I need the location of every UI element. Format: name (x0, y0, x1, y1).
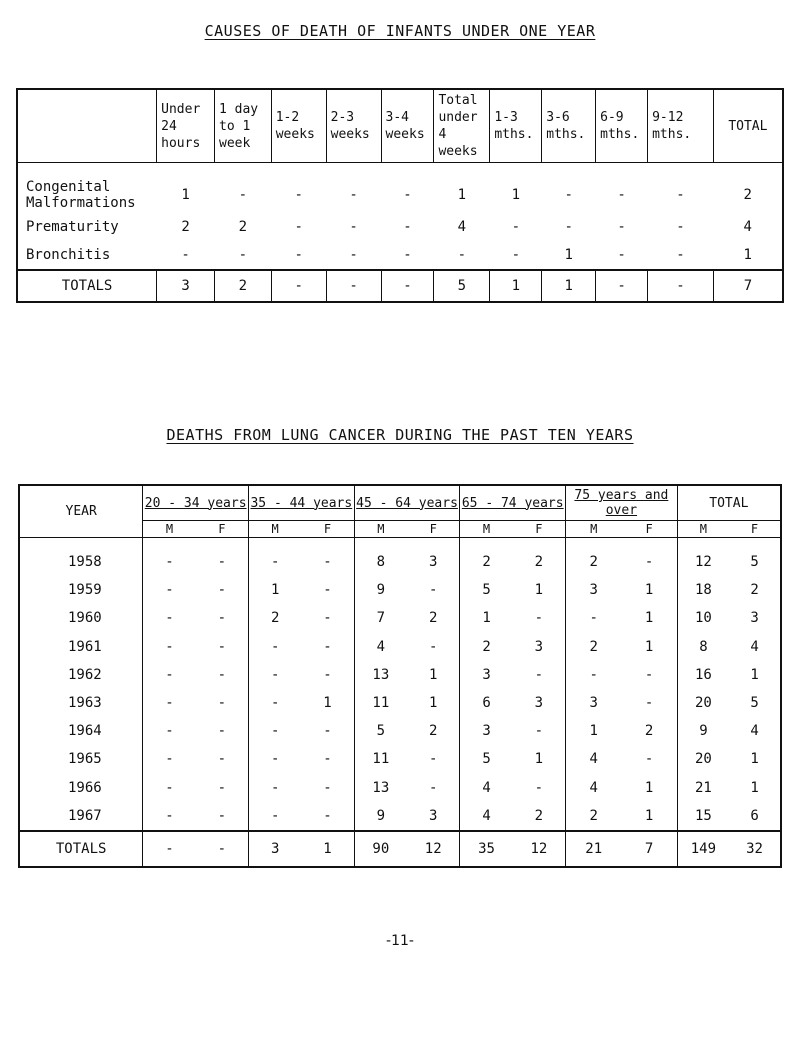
table-cell: 15 (677, 802, 729, 831)
column-header: TOTAL (713, 89, 783, 163)
table-cell: 1 (644, 610, 654, 627)
table-cell: - (217, 807, 227, 824)
table-cell: - (249, 538, 302, 577)
table-row (17, 163, 783, 214)
infant-deaths-title: CAUSES OF DEATH OF INFANTS UNDER ONE YEAR (204, 22, 596, 40)
table-cell: - (249, 633, 302, 661)
totals-cell: - (326, 270, 381, 302)
table-cell: - (143, 661, 196, 689)
column-header (17, 89, 157, 163)
table-cell: 4 (457, 219, 467, 235)
table-cell: - (349, 247, 358, 263)
table-cell: - (217, 582, 227, 599)
lung-cancer-title: DEATHS FROM LUNG CANCER DURING THE PAST TEN YEARS (166, 426, 634, 444)
table-cell: - (249, 802, 302, 831)
table-cell: - (217, 695, 227, 712)
table-cell: - (323, 751, 332, 768)
table-cell: - (143, 802, 196, 831)
table-cell: - (143, 774, 196, 802)
table-row (19, 633, 781, 661)
table-cell: - (617, 187, 626, 203)
table-cell: - (566, 661, 622, 689)
table-cell: 1 (428, 666, 438, 683)
table-cell: - (217, 554, 227, 571)
table-cell: 4 (354, 633, 407, 661)
table-cell: 2 (238, 219, 248, 235)
totals-cell: - (196, 831, 249, 867)
table-cell: 3 (566, 576, 622, 604)
table-cell: - (403, 247, 412, 263)
lung-cancer-table (18, 484, 782, 868)
table-cell: - (294, 219, 303, 235)
table-cell: - (644, 751, 654, 768)
table-cell: - (323, 779, 332, 796)
table-cell: 2 (428, 610, 438, 627)
table-cell: - (143, 576, 196, 604)
table-cell: 1 (534, 582, 544, 599)
column-header-group: 65 - 74 years (460, 485, 566, 521)
column-header: 3-4 weeks (381, 89, 434, 163)
column-header: 9-12 mths. (648, 89, 714, 163)
year-cell: 1965 (68, 751, 102, 768)
table-cell: - (143, 633, 196, 661)
table-cell: 2 (743, 187, 752, 203)
table-cell: - (617, 219, 626, 235)
table-cell: 12 (677, 538, 729, 577)
page-number: -11- (386, 933, 414, 949)
column-header-group: 35 - 44 years (249, 485, 355, 521)
table-cell: - (457, 247, 467, 263)
sex-header-m: M (460, 521, 513, 538)
table-cell: 1 (564, 247, 573, 263)
table-cell: 11 (354, 745, 407, 773)
totals-cell: 149 (677, 831, 729, 867)
column-header-group: 75 years and over (566, 485, 678, 521)
table-cell: 8 (677, 633, 729, 661)
table-cell: - (323, 638, 332, 655)
table-cell: - (534, 610, 544, 627)
totals-cell: - (143, 831, 196, 867)
table-cell: 6 (750, 807, 759, 824)
totals-cell: 1 (490, 270, 542, 302)
column-header: 1 day to 1 week (215, 89, 272, 163)
table-cell: - (143, 745, 196, 773)
table-cell: 13 (354, 774, 407, 802)
totals-cell: 32 (729, 831, 781, 867)
column-header: 2-3 weeks (326, 89, 381, 163)
table-cell: - (323, 723, 332, 740)
totals-cell: 7 (713, 270, 783, 302)
table-cell: 13 (354, 661, 407, 689)
table-cell: - (323, 554, 332, 571)
table-cell: 21 (677, 774, 729, 802)
table-cell: 3 (460, 661, 513, 689)
table-cell: - (217, 779, 227, 796)
table-row (19, 745, 781, 773)
table-cell: 9 (354, 802, 407, 831)
table-cell: 1 (743, 247, 752, 263)
table-cell: 5 (354, 717, 407, 745)
column-header: 3-6 mths. (542, 89, 596, 163)
table-cell: 1 (750, 666, 759, 683)
table-cell: - (428, 751, 438, 768)
table-cell: - (143, 538, 196, 577)
table-cell: 20 (677, 745, 729, 773)
totals-cell: 1 (542, 270, 596, 302)
totals-cell: 12 (407, 831, 460, 867)
year-cell: 1960 (68, 610, 102, 627)
totals-cell: 7 (621, 831, 677, 867)
table-cell: 2 (181, 219, 190, 235)
table-cell: 2 (428, 723, 438, 740)
table-row (19, 717, 781, 745)
table-cell: - (617, 247, 626, 263)
infant-deaths-table (16, 88, 784, 303)
column-header-group: 45 - 64 years (354, 485, 460, 521)
table-cell: - (403, 219, 412, 235)
table-cell: - (217, 751, 227, 768)
column-header: 1-3 mths. (490, 89, 542, 163)
table-cell: 2 (566, 633, 622, 661)
table-cell: - (428, 779, 438, 796)
table-cell: 5 (460, 745, 513, 773)
table-cell: - (644, 695, 654, 712)
year-cell: 1959 (68, 582, 102, 599)
table-cell: 2 (566, 802, 622, 831)
totals-cell: 2 (215, 270, 272, 302)
column-header-group: TOTAL (677, 485, 781, 521)
table-cell: 3 (750, 610, 759, 627)
column-header: Under 24 hours (157, 89, 215, 163)
sex-header-f: F (513, 521, 566, 538)
row-label: Congenital Malformations (26, 179, 136, 211)
totals-cell: 5 (434, 270, 490, 302)
table-cell: - (676, 187, 685, 203)
table-cell: 4 (460, 802, 513, 831)
table-cell: - (294, 187, 303, 203)
table-cell: - (217, 638, 227, 655)
table-cell: 4 (566, 745, 622, 773)
table-cell: - (534, 666, 544, 683)
table-header-row (19, 485, 781, 521)
table-cell: - (217, 723, 227, 740)
table-cell: - (323, 666, 332, 683)
totals-cell: - (271, 270, 326, 302)
table-cell: - (511, 247, 520, 263)
table-cell: 1 (511, 187, 520, 203)
table-cell: - (249, 774, 302, 802)
table-cell: 4 (750, 638, 759, 655)
totals-row (19, 831, 781, 867)
table-cell: 2 (750, 582, 759, 599)
column-header: 6-9 mths. (596, 89, 648, 163)
totals-cell: 1 (301, 831, 354, 867)
table-row (19, 774, 781, 802)
sex-header-f: F (301, 521, 354, 538)
table-cell: 10 (677, 604, 729, 632)
table-cell: - (566, 604, 622, 632)
sex-header-f: F (407, 521, 460, 538)
totals-cell: 3 (157, 270, 215, 302)
table-cell: - (143, 604, 196, 632)
table-cell: 1 (644, 638, 654, 655)
table-cell: 1 (644, 582, 654, 599)
table-cell: 2 (249, 604, 302, 632)
table-cell: - (249, 745, 302, 773)
table-cell: - (644, 666, 654, 683)
totals-cell: - (648, 270, 714, 302)
table-cell: - (534, 779, 544, 796)
table-cell: 1 (428, 695, 438, 712)
table-row (17, 213, 783, 241)
table-cell: 16 (677, 661, 729, 689)
table-cell: - (534, 723, 544, 740)
table-cell: 2 (460, 538, 513, 577)
sex-header-m: M (143, 521, 196, 538)
table-cell: 3 (428, 554, 438, 571)
totals-cell: - (381, 270, 434, 302)
sex-header-m: M (249, 521, 302, 538)
table-cell: 3 (566, 689, 622, 717)
table-cell: 4 (460, 774, 513, 802)
table-row (19, 604, 781, 632)
table-cell: 3 (534, 638, 544, 655)
table-cell: 5 (750, 554, 759, 571)
sex-header-f: F (729, 521, 781, 538)
table-cell: - (294, 247, 303, 263)
table-row (19, 802, 781, 831)
totals-cell: 90 (354, 831, 407, 867)
table-cell: - (428, 582, 438, 599)
table-cell: 5 (460, 576, 513, 604)
table-cell: 20 (677, 689, 729, 717)
table-cell: 2 (566, 538, 622, 577)
column-header: Total under 4 weeks (434, 89, 490, 163)
table-cell: 1 (534, 751, 544, 768)
table-row (17, 241, 783, 270)
table-cell: 4 (743, 219, 752, 235)
table-cell: 6 (460, 689, 513, 717)
table-cell: 8 (354, 538, 407, 577)
table-cell: - (676, 219, 685, 235)
table-cell: 3 (460, 717, 513, 745)
sex-header-f: F (196, 521, 249, 538)
totals-label: TOTALS (17, 270, 157, 302)
table-cell: 18 (677, 576, 729, 604)
totals-cell: 21 (566, 831, 622, 867)
year-cell: 1963 (68, 695, 102, 712)
table-row (19, 689, 781, 717)
table-cell: - (143, 717, 196, 745)
row-label: Prematurity (26, 219, 119, 235)
table-cell: 2 (534, 807, 544, 824)
column-header: 1-2 weeks (271, 89, 326, 163)
table-cell: 2 (460, 633, 513, 661)
table-cell: 7 (354, 604, 407, 632)
table-cell: - (644, 554, 654, 571)
table-cell: 9 (677, 717, 729, 745)
table-cell: 3 (534, 695, 544, 712)
year-cell: 1964 (68, 723, 102, 740)
table-cell: 1 (750, 751, 759, 768)
year-cell: 1958 (68, 554, 102, 571)
sex-header-m: M (566, 521, 622, 538)
table-cell: - (217, 610, 227, 627)
table-cell: - (428, 638, 438, 655)
table-cell: - (249, 689, 302, 717)
totals-label: TOTALS (19, 831, 143, 867)
table-cell: - (143, 689, 196, 717)
column-header-year: YEAR (19, 485, 143, 538)
table-cell: 1 (249, 576, 302, 604)
totals-row (17, 270, 783, 302)
table-cell: 3 (428, 807, 438, 824)
table-cell: 1 (323, 695, 332, 712)
table-header-row (17, 89, 783, 163)
table-cell: - (238, 247, 248, 263)
table-cell: - (249, 661, 302, 689)
year-cell: 1961 (68, 638, 102, 655)
year-cell: 1966 (68, 779, 102, 796)
table-cell: 1 (750, 779, 759, 796)
table-cell: - (403, 187, 412, 203)
table-cell: - (676, 247, 685, 263)
table-cell: 1 (457, 187, 467, 203)
table-cell: 11 (354, 689, 407, 717)
table-cell: - (217, 666, 227, 683)
sex-header-m: M (354, 521, 407, 538)
table-cell: 5 (750, 695, 759, 712)
table-row (19, 576, 781, 604)
totals-cell: 12 (513, 831, 566, 867)
year-cell: 1962 (68, 666, 102, 683)
table-row (19, 661, 781, 689)
year-cell: 1967 (68, 807, 102, 824)
table-cell: - (349, 219, 358, 235)
table-cell: 4 (566, 774, 622, 802)
totals-cell: 35 (460, 831, 513, 867)
table-cell: 9 (354, 576, 407, 604)
table-cell: 4 (750, 723, 759, 740)
sex-header-m: M (677, 521, 729, 538)
table-cell: - (238, 187, 248, 203)
table-cell: - (564, 187, 573, 203)
table-cell: - (181, 247, 190, 263)
row-label: Bronchitis (26, 247, 111, 263)
table-cell: - (349, 187, 358, 203)
totals-cell: - (596, 270, 648, 302)
table-cell: - (323, 582, 332, 599)
table-cell: 2 (644, 723, 654, 740)
table-cell: - (564, 219, 573, 235)
table-cell: 2 (534, 554, 544, 571)
table-cell: 1 (644, 779, 654, 796)
table-cell: 1 (181, 187, 190, 203)
column-header-group: 20 - 34 years (143, 485, 249, 521)
sex-header-f: F (621, 521, 677, 538)
table-row (19, 538, 781, 577)
table-cell: - (323, 610, 332, 627)
table-cell: - (511, 219, 520, 235)
table-cell: 1 (460, 604, 513, 632)
table-cell: - (323, 807, 332, 824)
table-cell: 1 (566, 717, 622, 745)
table-cell: - (249, 717, 302, 745)
table-cell: 1 (644, 807, 654, 824)
totals-cell: 3 (249, 831, 302, 867)
